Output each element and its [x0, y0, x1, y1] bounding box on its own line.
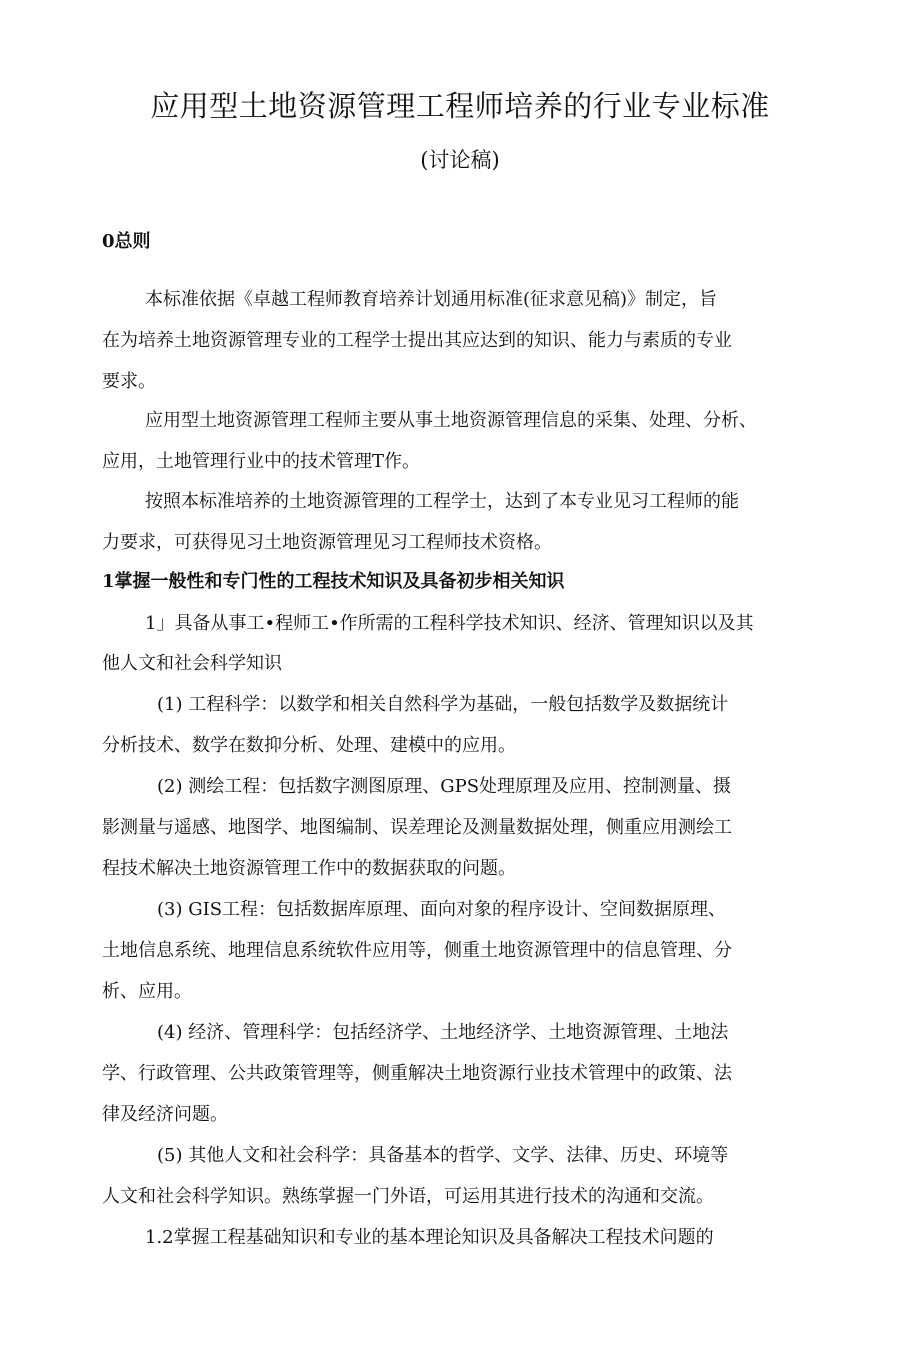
paragraph-1-line-2: 在为培养土地资源管理专业的工程学士提出其应达到的知识、能力与素质的专业 [102, 330, 732, 351]
paragraph-1-line-3: 要求。 [102, 371, 156, 392]
item-3-line-3: 析、应用。 [102, 981, 192, 1002]
paragraph-2-line-1: 应用型土地资源管理工程师主要从事土地资源管理信息的采集、处理、分析、 [145, 410, 757, 431]
paragraph-4-line-1: 1」具备从事工•程师工•作所需的工程科学技术知识、经济、管理知识以及其 [145, 613, 754, 634]
item-2-line-3: 程技术解决土地资源管理工作中的数据获取的问题。 [102, 858, 516, 879]
document-title: 应用型土地资源管理工程师培养的行业专业标准 [150, 89, 770, 123]
section-0-heading: 0总则 [102, 231, 151, 252]
paragraph-2-line-2: 应用，土地管理行业中的技术管理T作。 [102, 451, 421, 472]
document-subtitle: (讨论稿) [420, 148, 500, 172]
paragraph-4-line-2: 他人文和社会科学知识 [102, 653, 282, 674]
item-2-line-2: 影测量与遥感、地图学、地图编制、误差理论及测量数据处理，侧重应用测绘工 [102, 817, 732, 838]
item-3-line-1: (3) GIS工程：包括数据库原理、面向对象的程序设计、空间数据原理、 [157, 899, 727, 920]
section-1-heading: 1掌握一般性和专门性的工程技术知识及具备初步相关知识 [102, 571, 565, 592]
item-1-line-2: 分析技术、数学在数抑分析、处理、建模中的应用。 [102, 735, 516, 756]
item-3-line-2: 土地信息系统、地理信息系统软件应用等，侧重土地资源管理中的信息管理、分 [102, 940, 732, 961]
paragraph-1-line-1: 本标准依据《卓越工程师教育培养计划通用标准(征求意见稿)》制定，旨 [145, 289, 718, 310]
paragraph-5-line-1: 1.2掌握工程基础知识和专业的基本理论知识及具备解决工程技术问题的 [145, 1227, 714, 1248]
item-4-line-2: 学、行政管理、公共政策管理等，侧重解决土地资源行业技术管理中的政策、法 [102, 1063, 732, 1084]
paragraph-3-line-1: 按照本标准培养的土地资源管理的工程学士，达到了本专业见习工程师的能 [145, 491, 739, 512]
item-4-line-1: (4) 经济、管理科学：包括经济学、土地经济学、土地资源管理、土地法 [157, 1022, 729, 1043]
paragraph-3-line-2: 力要求，可获得见习土地资源管理见习工程师技术资格。 [102, 532, 552, 553]
item-2-line-1: (2) 测绘工程：包括数字测图原理、GPS处理原理及应用、控制测量、摄 [157, 776, 732, 797]
item-1-line-1: (1) 工程科学：以数学和相关自然科学为基础，一般包括数学及数据统计 [157, 694, 729, 715]
item-5-line-1: (5) 其他人文和社会科学：具备基本的哲学、文学、法律、历史、环境等 [157, 1145, 729, 1166]
item-4-line-3: 律及经济问题。 [102, 1104, 228, 1125]
item-5-line-2: 人文和社会科学知识。熟练掌握一门外语，可运用其进行技术的沟通和交流。 [102, 1186, 714, 1207]
